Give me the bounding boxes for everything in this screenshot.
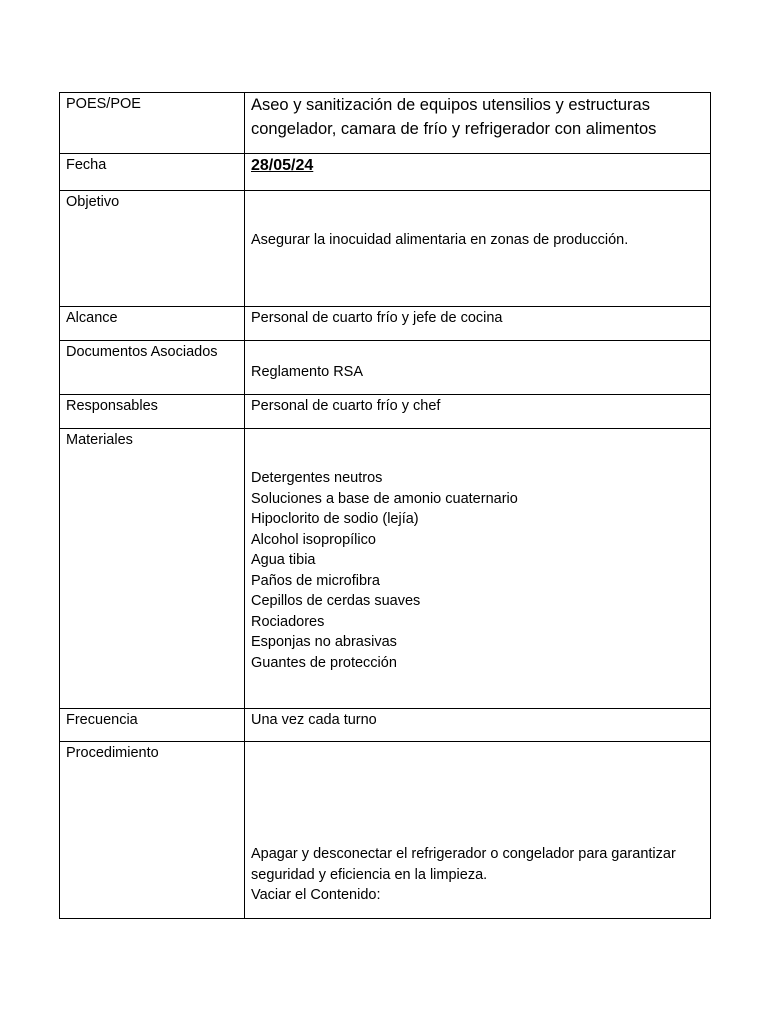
list-item: Cepillos de cerdas suaves [251,593,421,609]
procedimiento-line: Apagar y desconectar el refrigerador o congelador para garantizar seguridad y eficiencia en la limpieza. [251,846,676,883]
frecuencia-value: Una vez cada turno [251,712,377,728]
procedimiento-line: Vaciar el Contenido: [251,887,381,903]
procedimiento-text [245,742,710,906]
materiales-list [245,429,710,673]
label-cell [60,154,245,191]
frecuencia-label: Frecuencia [66,712,138,728]
list-item: Soluciones a base de amonio cuaternario [251,490,518,507]
list-item: Alcohol isopropílico [251,531,376,548]
label-cell [60,742,245,919]
fecha-value: 28/05/24 [251,157,314,174]
row-objetivo [60,191,711,307]
row-materiales [60,429,711,709]
value-cell [245,709,711,742]
value-cell [245,395,711,429]
value-cell [245,154,711,191]
objetivo-label: Objetivo [66,194,120,210]
poes-title: Aseo y sanitización de equipos utensilios y estructuras congelador, camara de frío y refrigerador con alimentos [251,96,657,138]
list-item: Guantes de protección [251,654,397,671]
list-item: Esponjas no abrasivas [251,634,397,650]
row-poes [60,93,711,154]
alcance-value: Personal de cuarto frío y jefe de cocina [251,310,503,326]
value-cell [245,93,711,154]
row-alcance [60,307,711,341]
value-cell [245,742,711,919]
label-cell [60,93,245,154]
list-item: Rociadores [251,613,325,630]
documentos-label: Documentos Asociados [66,344,218,360]
responsables-label: Responsables [66,398,158,414]
value-cell [245,307,711,341]
row-fecha [60,154,711,191]
alcance-label: Alcance [66,310,118,326]
list-item: Hipoclorito de sodio (lejía) [251,511,419,527]
row-responsables [60,395,711,429]
objetivo-value: Asegurar la inocuidad alimentaria en zonas de producción. [251,232,629,248]
list-item: Paños de microfibra [251,572,380,589]
list-item: Agua tibia [251,552,316,568]
poe-table [59,92,711,919]
label-cell [60,191,245,307]
label-cell [60,341,245,395]
procedimiento-label: Procedimiento [66,745,159,761]
fecha-label: Fecha [66,157,107,173]
label-cell [60,395,245,429]
materiales-label: Materiales [66,432,133,448]
value-cell [245,341,711,395]
documentos-value: Reglamento RSA [251,364,364,380]
label-cell [60,307,245,341]
value-cell [245,191,711,307]
label-cell [60,709,245,742]
row-frecuencia [60,709,711,742]
label-cell [60,429,245,709]
list-item: Detergentes neutros [251,470,383,486]
value-cell [245,429,711,709]
responsables-value: Personal de cuarto frío y chef [251,398,441,414]
row-procedimiento [60,742,711,919]
poes-label: POES/POE [66,96,141,112]
row-documentos [60,341,711,395]
